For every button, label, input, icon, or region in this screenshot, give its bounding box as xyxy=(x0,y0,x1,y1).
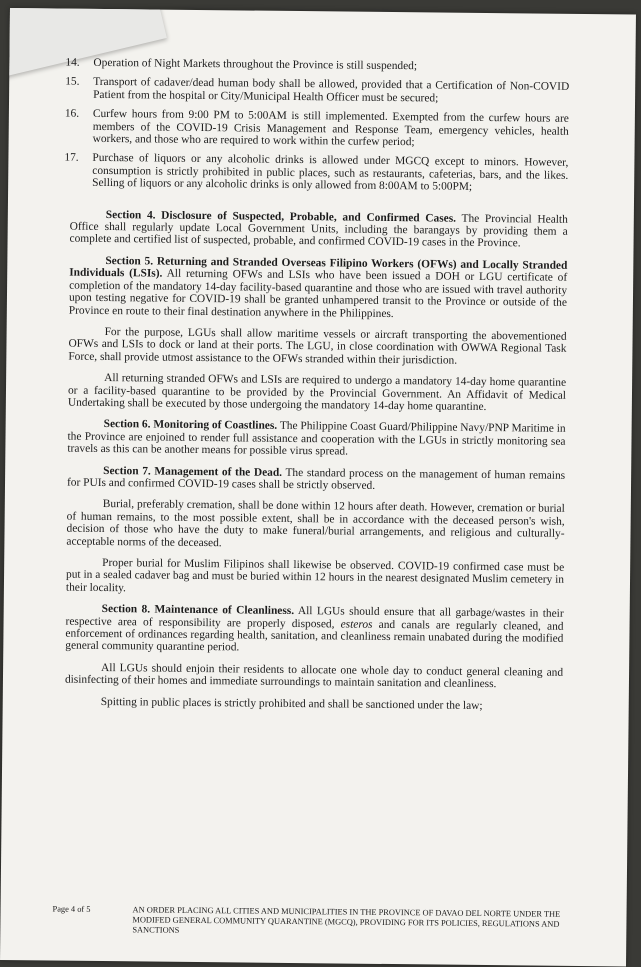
item-text: Purchase of liquors or any alcoholic drinks is allowed under MGCQ except to minors. However, consumption is strictly prohibited in public places, such as restaurants, cafeterias, bars, and the likes. Selling of liquors or any alcoholic drinks is only allowed from 8:00AM to 5:00PM; xyxy=(92,152,569,194)
list-item-16 xyxy=(64,107,569,150)
section-4 xyxy=(70,208,568,250)
section-6-text: The Philippine Coast Guard/Philippine Navy/PNP Maritime in the Province are enjoined to render full assistance and cooperation with the LGUs in strictly monitoring sea travels as this can be another means for possible virus spread. xyxy=(67,420,566,458)
item-text: Operation of Night Markets throughout the Province is still suspended; xyxy=(93,56,418,73)
page-footer xyxy=(52,902,572,955)
section-5-text: All returning OFWs and LSIs who have been issued a DOH or LGU certificate of completion of the mandatory 14-day facility-based quarantine and those who are issued with travel authority upon testing negative for COVID-19 shall be granted unhampered transit to the Province or outside of the Province en route to their final destination anywhere in the Philippines. xyxy=(68,267,568,320)
section-6 xyxy=(67,418,565,460)
section-5 xyxy=(69,255,568,322)
item-number: 17. xyxy=(64,152,79,165)
document-page xyxy=(0,8,636,967)
section-7-paragraph-1: Burial, preferably cremation, shall be done within 12 hours after death. However, cremation or burial of human remains, to the most possible extent, shall be in accordance with the deceased person's wish, decision of those who have the duty to make funeral/burial arrangements, and religious and culturally-acceptable norms of the deceased. xyxy=(66,498,565,549)
section-4-text: The Provincial Health Office shall regularly update Local Government Units, including the barangays by providing them a complete and certified list of suspected, probable, and confirmed COVID-19 cases in the Province. xyxy=(69,212,568,250)
list-item-17 xyxy=(64,152,569,194)
section-8-text-b: and canals are regularly cleaned, and enforcement of ordinances regarding health, sanitation, and cleanliness remain unabated during the modified general community quarantine period. xyxy=(65,618,564,654)
list-item-15 xyxy=(65,75,570,106)
section-5-heading: Section 5. Returning and Stranded Overseas Filipino Workers (OFWs) and Locally Stranded Individuals (LSIs). xyxy=(69,254,568,280)
order-title: AN ORDER PLACING ALL CITIES AND MUNICIPALITIES IN THE PROVINCE OF DAVAO DEL NORTE UNDER THE MODIFED GENERAL COMMUNITY QUARANTINE (MGCQ), PROVIDING FOR ITS POLICIES, REGULATIONS AND SANCTIONS xyxy=(132,905,561,935)
section-7-text: The standard process on the management of human remains for PUIs and confirmed COVID-19 cases shall be strictly observed. xyxy=(66,466,566,492)
section-7-paragraph-2: Proper burial for Muslim Filipinos shall likewise be observed. COVID-19 confirmed case must be put in a sealed cadaver bag and must be buried within 12 hours in the nearest designated Muslim cemetery in their locality. xyxy=(65,556,565,595)
item-number: 15. xyxy=(65,75,80,89)
section-5-paragraph-2: All returning stranded OFWs and LSIs are required to undergo a mandatory 14-day home quarantine or a facility-based quarantine to be provided by the Provincial Government. An Affidavit of Medical Undertaking shall be executed by those undergoing the mandatory 14-day home quarantine. xyxy=(67,372,567,413)
page-number: Page 4 of 5 xyxy=(52,904,91,914)
section-8-esteros: esteros xyxy=(340,618,373,631)
section-4-heading: Section 4. Disclosure of Suspected, Probable, and Confirmed Cases. xyxy=(105,208,457,225)
item-text: Transport of cadaver/dead human body shall be allowed, provided that a Certification of Non-COVID Patient from the hospital or City/Municipal Health Officer must be secured; xyxy=(93,76,570,105)
section-5-paragraph-1: For the purpose, LGUs shall allow maritime vessels or aircraft transporting the abovementioned OFWs and LSIs to dock or land at their ports. The LGU, in close coordination with OWWA Regional Task Force, shall provide utmost assistance to the OFWs stranded within their jurisdiction. xyxy=(68,325,567,367)
section-8-paragraph-1: All LGUs should enjoin their residents to allocate one whole day to conduct general cleaning and disinfecting of their homes and immediate surroundings to maintain sanitation and cleanliness. xyxy=(64,661,564,691)
item-number: 14. xyxy=(65,56,80,69)
section-8-heading: Section 8. Maintenance of Cleanliness. xyxy=(101,603,295,618)
section-7-heading: Section 7. Management of the Dead. xyxy=(103,464,283,479)
list-item-14 xyxy=(65,56,569,75)
document-body xyxy=(65,57,570,722)
item-text: Curfew hours from 9:00 PM to 5:00AM is still implemented. Exempted from the curfew hours are members of the COVID-19 Crisis Management and Response Team, emergency vehicles, health workers, and those who are required to work within the curfew period; xyxy=(92,108,569,149)
item-number: 16. xyxy=(64,107,80,120)
section-6-heading: Section 6. Monitoring of Coastlines. xyxy=(103,418,278,433)
section-8-paragraph-2: Spitting in public places is strictly prohibited and shall be sanctioned under the law; xyxy=(100,695,483,712)
section-8 xyxy=(65,603,563,658)
section-8-text-a: All LGUs should ensure that all garbage/wastes in their respective area of responsibility are properly disposed, xyxy=(65,605,564,631)
section-7 xyxy=(67,464,565,494)
